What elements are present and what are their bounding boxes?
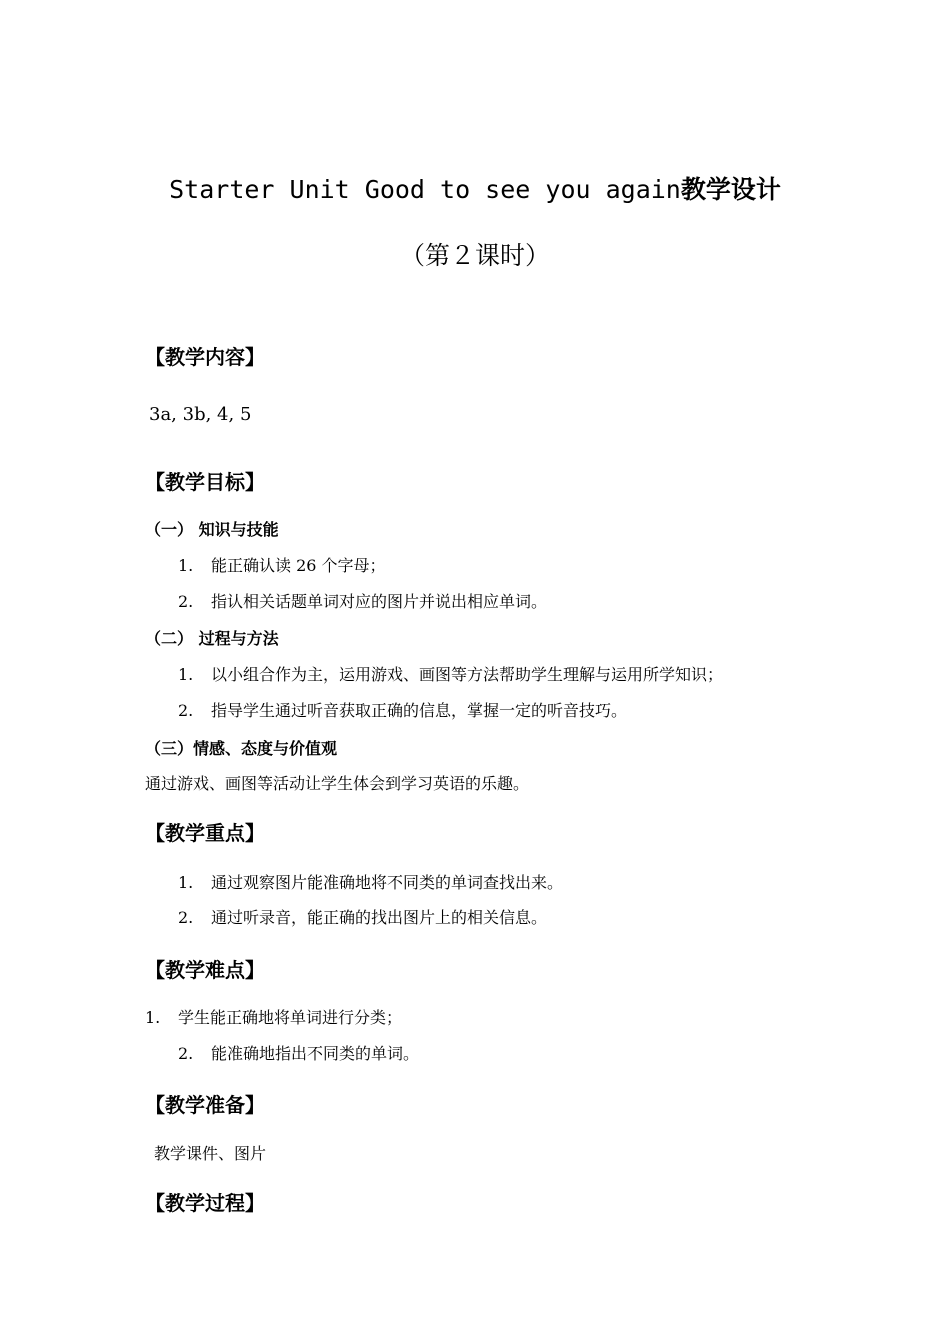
list-number: 2. — [178, 592, 194, 611]
list-text: 学生能正确地将单词进行分类； — [178, 1008, 403, 1027]
heading-teaching-objectives: 【教学目标】 — [145, 470, 265, 494]
list-text: 指导学生通过听音获取正确的信息，掌握一定的听音技巧。 — [211, 701, 628, 720]
document-subtitle: （第２课时） — [399, 241, 550, 270]
list-number: 2. — [178, 701, 194, 720]
list-number: 1. — [178, 556, 194, 575]
list-item — [178, 870, 563, 893]
list-number: 1. — [178, 665, 194, 684]
list-item — [178, 905, 547, 928]
list-item — [178, 662, 723, 685]
list-text: 以小组合作为主，运用游戏、画图等方法帮助学生理解与运用所学知识； — [211, 665, 724, 684]
title-english: Starter Unit Good to see you again — [169, 175, 681, 204]
heading-difficulties: 【教学难点】 — [145, 958, 265, 982]
subheading-emotion-values: （三）情感、态度与价值观 — [145, 739, 338, 758]
list-item — [178, 553, 386, 576]
list-text: 指认相关话题单词对应的图片并说出相应单词。 — [211, 592, 548, 611]
title-chinese: 教学设计 — [680, 175, 781, 204]
subheading-knowledge-skills: （一） 知识与技能 — [145, 520, 279, 539]
list-text: 通过听录音，能正确的找出图片上的相关信息。 — [211, 908, 548, 927]
heading-preparation: 【教学准备】 — [145, 1093, 265, 1117]
heading-teaching-process: 【教学过程】 — [145, 1191, 265, 1215]
list-text: 通过观察图片能准确地将不同类的单词查找出来。 — [211, 873, 564, 892]
list-number: 2. — [178, 908, 194, 927]
list-number: 2. — [178, 1044, 194, 1063]
emotion-values-text: 通过游戏、画图等活动让学生体会到学习英语的乐趣。 — [145, 774, 530, 793]
document-title — [0, 170, 950, 206]
list-text: 能准确地指出不同类的单词。 — [211, 1044, 420, 1063]
list-text: 能正确认读 26 个字母； — [211, 556, 386, 575]
heading-key-points: 【教学重点】 — [145, 821, 265, 845]
list-number: 1. — [178, 873, 194, 892]
list-item — [178, 1041, 419, 1064]
teaching-content-text: 3a, 3b, 4, 5 — [149, 404, 252, 425]
list-item — [178, 698, 627, 721]
list-item — [178, 589, 547, 612]
list-number: 1. — [145, 1008, 161, 1027]
preparation-text: 教学课件、图片 — [154, 1144, 267, 1163]
heading-teaching-content: 【教学内容】 — [145, 345, 265, 369]
list-item — [145, 1005, 402, 1028]
subheading-process-methods: （二） 过程与方法 — [145, 629, 279, 648]
